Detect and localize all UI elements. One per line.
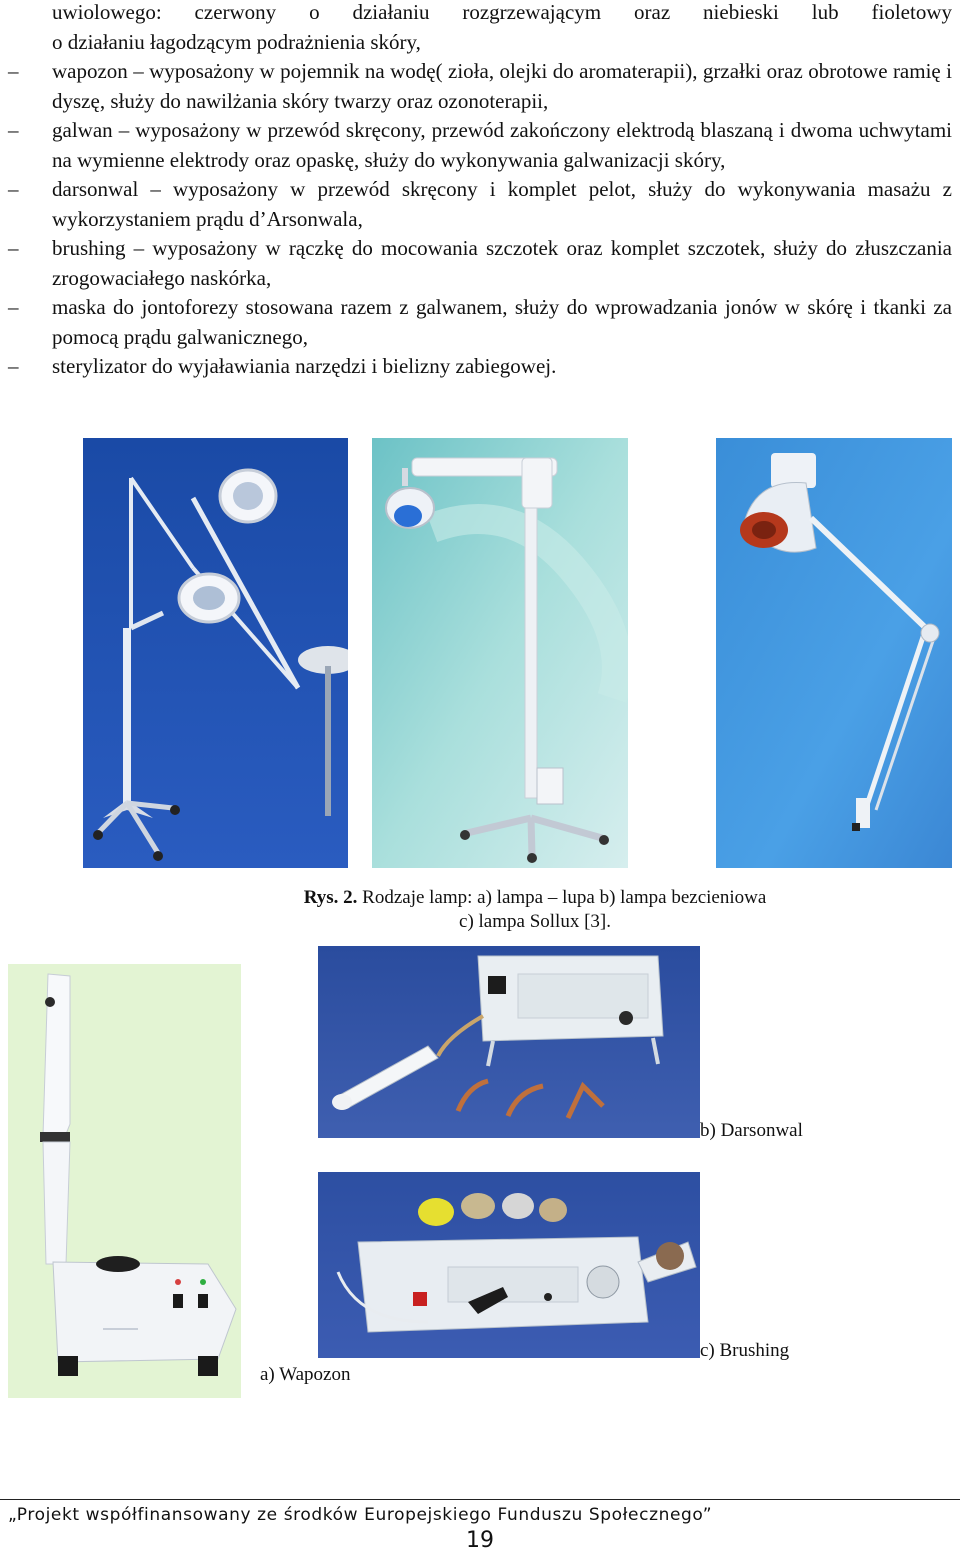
- list-item-text: wapozon – wyposażony w pojemnik na wodę( zioła, olejki do aromaterapii), grzałki oraz obrotowe ramię i dyszę, służy do nawilżania skóry twarzy oraz ozonoterapii,: [52, 59, 952, 113]
- list-dash: –: [8, 295, 19, 319]
- footer-divider: [0, 1499, 960, 1500]
- footer-funding-note: „Projekt współfinansowany ze środków Europejskiego Funduszu Społecznego”: [8, 1505, 713, 1525]
- wapozon-image: [8, 964, 241, 1398]
- brushing-image: [318, 1172, 700, 1358]
- label-brushing: c) Brushing: [700, 1340, 790, 1361]
- figure-2-label: Rys. 2.: [303, 887, 358, 908]
- list-item: [0, 175, 960, 234]
- photo-wapozon: [8, 964, 241, 1398]
- list-dash: –: [8, 177, 19, 201]
- photo-sollux-lamp: [716, 438, 952, 868]
- body-text: [0, 0, 960, 382]
- figure-2-caption: [270, 887, 800, 909]
- list-item-text: maska do jontoforezy stosowana razem z galwanem, służy do wprowadzania jonów w skórę i tkanki za pomocą prądu galwanicznego,: [52, 295, 952, 349]
- list-item: [0, 116, 960, 175]
- list-dash: –: [8, 59, 19, 83]
- list-item-text: galwan – wyposażony w przewód skręcony, przewód zakończony elektrodą blaszaną i dwoma uchwytami na wymienne elektrody oraz opaskę, służy do wykonywania galwanizacji skóry,: [52, 118, 952, 172]
- list-dash: –: [8, 354, 19, 378]
- photo-darsonwal: [318, 946, 700, 1138]
- list-item: [0, 57, 960, 116]
- label-darsonwal: b) Darsonwal: [700, 1120, 803, 1141]
- figure-2-caption-line-1: Rodzaje lamp: a) lampa – lupa b) lampa bezcieniowa: [362, 887, 767, 908]
- figure-2-caption-line-2: c) lampa Sollux [3].: [459, 911, 611, 932]
- list-item-text: brushing – wyposażony w rączkę do mocowania szczotek oraz komplet szczotek, służy do złuszczania zrogowaciałego naskórka,: [52, 236, 952, 290]
- list-dash: –: [8, 118, 19, 142]
- label-wapozon: a) Wapozon: [260, 1364, 351, 1385]
- magnifier-lamp-image: [83, 438, 348, 868]
- photo-shadowless-lamp: [372, 438, 628, 868]
- list-dash: –: [8, 236, 19, 260]
- photo-brushing: [318, 1172, 700, 1358]
- list-item: [0, 352, 960, 382]
- list-item: [0, 293, 960, 352]
- list-item-text: sterylizator do wyjaławiania narzędzi i bielizny zabiegowej.: [52, 354, 557, 378]
- darsonwal-image: [318, 946, 700, 1138]
- sollux-lamp-image: [716, 438, 952, 868]
- list-item-text: darsonwal – wyposażony w przewód skręcony i komplet pelot, służy do wykonywania masażu z wykorzystaniem prądu d’Arsonwala,: [52, 177, 952, 231]
- intro-line-2: o działaniu łagodzącym podrażnienia skóry,: [52, 29, 421, 54]
- list-item: [0, 234, 960, 293]
- intro-paragraph: [0, 0, 960, 57]
- intro-line-1: uwiolowego: czerwony o działaniu rozgrzewającym oraz niebieski lub fioletowy: [52, 0, 952, 24]
- shadowless-lamp-image: [372, 438, 628, 868]
- photo-magnifier-lamp: [83, 438, 348, 868]
- page-number: 19: [466, 1528, 494, 1553]
